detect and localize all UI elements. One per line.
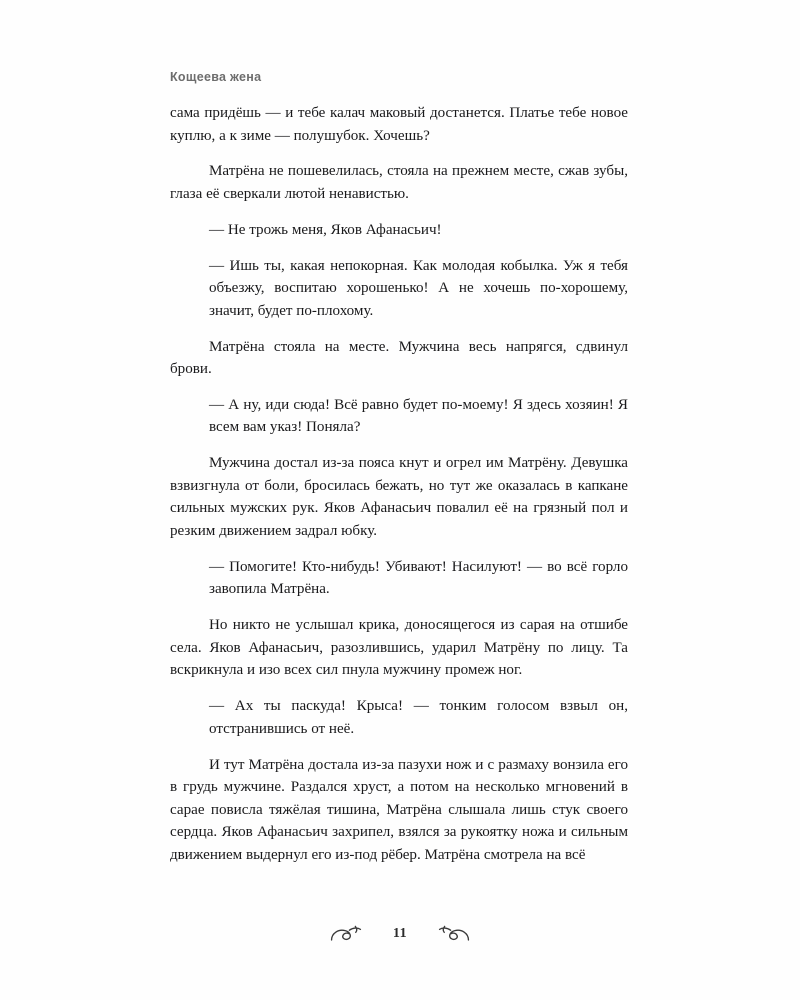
page-footer xyxy=(0,920,800,948)
dialog-line: — Ишь ты, какая непокорная. Как молодая кобылка. Уж я тебя объезжу, воспитаю хорошенько! А не хочешь по-хорошему, значит, будет по-плохому. xyxy=(209,257,628,319)
paragraph: Матрёна стояла на месте. Мужчина весь напрягся, сдвинул брови. xyxy=(170,338,628,378)
paragraph: Но никто не услышал крика, доносящегося из сарая на отшибе села. Яков Афанасьич, разозлившись, ударил Матрёну по лицу. Та вскрикнула и изо всех сил пнула мужчину промеж ног. xyxy=(170,617,628,679)
running-head: Кощеева жена xyxy=(170,70,262,84)
paragraph: И тут Матрёна достала из-за пазухи нож и с размаху вонзила его в грудь мужчине. Раздался хруст, а потом на несколько мгновений в сарае повисла тяжёлая тишина, Матрёна слышала лишь стук своего сердца. Яков Афанасьич захрипел, взялся за рукоятку ножа и сильным движением выдернул его из-под рёбер. Матрёна смотрела на всё xyxy=(170,756,628,863)
dialog-line: — Ах ты паскуда! Крыса! — тонким голосом взвыл он, отстранившись от неё. xyxy=(209,698,628,737)
page-number: 11 xyxy=(392,926,408,941)
ornament-swirl-left xyxy=(329,923,363,945)
ornament-swirl-right xyxy=(437,923,471,945)
paragraph: Матрёна не пошевелилась, стояла на прежнем месте, сжав зубы, глаза её сверкали лютой ненавистью. xyxy=(170,163,628,202)
paragraph: Мужчина достал из-за пояса кнут и огрел им Матрёну. Девушка взвизгнула от боли, бросилась бежать, но тут же оказалась в капкане сильных мужских рук. Яков Афанасьич повалил её на грязный пол и резким движением задрал юбку. xyxy=(170,455,628,540)
dialog-line: — Помогите! Кто-нибудь! Убивают! Насилуют! — во всё горло завопила Матрёна. xyxy=(209,558,628,598)
dialog-line: — Не трожь меня, Яков Афанасьич! xyxy=(209,221,442,238)
paragraph-continuation: сама придёшь — и тебе калач маковый достанется. Платье тебе новое куплю, а к зиме — полушубок. Хочешь? xyxy=(170,105,628,144)
page-text-block xyxy=(170,102,628,880)
dialog-line: — А ну, иди сюда! Всё равно будет по-моему! Я здесь хозяин! Я всем вам указ! Поняла? xyxy=(209,396,628,436)
